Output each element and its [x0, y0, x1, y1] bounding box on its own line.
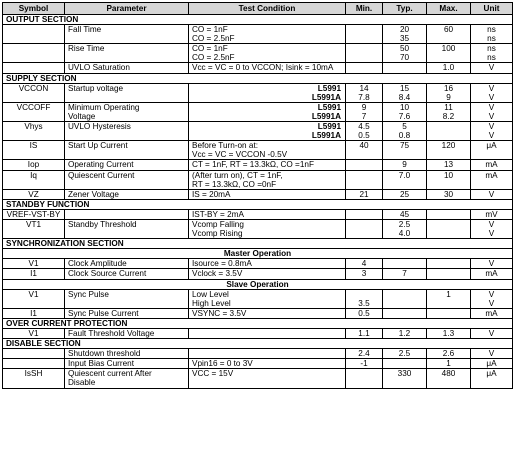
condition-line: (After turn on), CT = 1nF,	[192, 170, 283, 180]
unit-cell: μA	[471, 359, 513, 369]
unit-line: V	[488, 289, 495, 299]
col-symbol: Symbol	[3, 3, 65, 15]
condition-line: CO = 2.5nF	[192, 34, 235, 44]
min-cell	[346, 219, 383, 238]
max-cell: 10	[427, 170, 471, 189]
table-row	[3, 63, 513, 73]
unit-cell: V	[471, 329, 513, 339]
typ-cell	[383, 259, 427, 269]
unit-line: ns	[487, 44, 496, 54]
condition-line: Vcc = VC = VCCON -0.5V	[192, 150, 288, 160]
condition-line: Vcomp Rising	[192, 229, 243, 239]
parameter-line: Disable	[68, 378, 96, 388]
table-row	[3, 141, 513, 160]
unit-line: V	[488, 229, 495, 239]
value-line: 4.0	[398, 229, 411, 239]
typ-cell: 2.5	[383, 349, 427, 359]
typ-cell: 75	[383, 141, 427, 160]
typ-cell: 7.0	[383, 170, 427, 189]
parameter-cell: Clock Amplitude	[65, 259, 189, 269]
symbol-cell: V1	[3, 259, 65, 269]
min-cell	[346, 83, 383, 102]
value-line: 3.5	[358, 298, 370, 308]
symbol-cell: VT1	[3, 219, 65, 238]
parameter-line: Voltage	[68, 111, 96, 121]
condition-cell	[189, 25, 346, 44]
condition-line: High Level	[192, 298, 231, 308]
unit-line: V	[488, 219, 495, 229]
unit-line: ns	[487, 25, 496, 35]
min-cell	[346, 170, 383, 189]
col-max: Max.	[427, 3, 471, 15]
unit-line: V	[488, 122, 495, 132]
symbol-cell	[3, 349, 65, 359]
value-line: 10	[399, 102, 410, 112]
unit-cell: mA	[471, 160, 513, 170]
condition-cell: Vclock = 3.5V	[189, 269, 346, 279]
unit-line: V	[488, 131, 495, 141]
subsection-row	[3, 279, 513, 289]
value-line: 8.4	[398, 92, 411, 102]
condition-cell: VCC = 15V	[189, 369, 346, 388]
min-cell: 2.4	[346, 349, 383, 359]
symbol-cell: V1	[3, 329, 65, 339]
parameter-cell: UVLO Hysteresis	[65, 122, 189, 141]
symbol-cell: VZ	[3, 189, 65, 199]
value-line: 8.2	[442, 111, 455, 121]
max-cell: 1.3	[427, 329, 471, 339]
unit-cell	[471, 289, 513, 308]
unit-line: V	[488, 298, 495, 308]
parameter-cell: Start Up Current	[65, 141, 189, 160]
parameter-line: Minimum Operating	[68, 102, 140, 112]
table-row	[3, 25, 513, 44]
condition-cell: Vcc = VC = 0 to VCCON; Isink = 10mA	[189, 63, 346, 73]
condition-cell	[189, 329, 346, 339]
unit-cell: V	[471, 63, 513, 73]
unit-line: V	[488, 92, 495, 102]
max-cell: 120	[427, 141, 471, 160]
symbol-cell: IsSH	[3, 369, 65, 388]
value-line: 2.5	[398, 219, 411, 229]
condition-cell	[189, 44, 346, 63]
condition-line: Vcomp Falling	[192, 219, 244, 229]
symbol-cell	[3, 25, 65, 44]
col-parameter: Parameter	[65, 3, 189, 15]
section-row	[3, 199, 513, 209]
min-cell: 4	[346, 259, 383, 269]
symbol-cell: IS	[3, 141, 65, 160]
section-title: OVER CURRENT PROTECTION	[3, 318, 513, 328]
unit-cell: μA	[471, 141, 513, 160]
table-row	[3, 269, 513, 279]
col-min: Min.	[346, 3, 383, 15]
condition-cell	[189, 219, 346, 238]
unit-cell	[471, 44, 513, 63]
max-cell: 30	[427, 189, 471, 199]
min-cell: -1	[346, 359, 383, 369]
typ-cell	[383, 63, 427, 73]
typ-cell	[383, 122, 427, 141]
section-title: DISABLE SECTION	[3, 339, 513, 349]
symbol-cell: V1	[3, 289, 65, 308]
max-cell	[427, 259, 471, 269]
table-row	[3, 219, 513, 238]
model-line: L5991	[317, 102, 341, 112]
condition-cell	[189, 170, 346, 189]
section-row	[3, 73, 513, 83]
electrical-characteristics-table	[2, 2, 513, 389]
min-cell: 21	[346, 189, 383, 199]
min-cell	[346, 122, 383, 141]
symbol-cell: VREF-VST-BY	[3, 209, 65, 219]
col-test-condition: Test Condition	[189, 3, 346, 15]
min-cell: 3	[346, 269, 383, 279]
parameter-cell: Fall Time	[65, 25, 189, 44]
unit-cell	[471, 122, 513, 141]
subsection-title: Master Operation	[3, 249, 513, 259]
value-line: 5	[402, 122, 407, 132]
unit-cell	[471, 219, 513, 238]
max-cell	[427, 25, 471, 44]
parameter-cell: Clock Source Current	[65, 269, 189, 279]
condition-line: RT = 13.3kΩ, CO =0nF	[192, 179, 277, 189]
symbol-cell	[3, 359, 65, 369]
model-cell	[189, 102, 346, 121]
max-cell	[427, 308, 471, 318]
value-line: 7	[361, 111, 367, 121]
table-row	[3, 44, 513, 63]
model-line: L5991A	[311, 131, 341, 141]
typ-cell	[383, 102, 427, 121]
min-cell	[346, 63, 383, 73]
symbol-cell: I1	[3, 308, 65, 318]
condition-line: Before Turn-on at:	[192, 141, 258, 151]
col-unit: Unit	[471, 3, 513, 15]
typ-cell: 45	[383, 209, 427, 219]
max-cell: 480	[427, 369, 471, 388]
typ-cell	[383, 83, 427, 102]
value-line: 9	[361, 102, 367, 112]
table-row	[3, 369, 513, 388]
max-cell	[427, 269, 471, 279]
parameter-cell: Startup voltage	[65, 83, 189, 102]
table-row	[3, 170, 513, 189]
max-cell	[427, 83, 471, 102]
value-line: 11	[444, 102, 453, 112]
max-cell	[427, 44, 471, 63]
table-row	[3, 289, 513, 308]
table-row	[3, 83, 513, 102]
symbol-cell: Iop	[3, 160, 65, 170]
condition-cell	[189, 141, 346, 160]
min-cell: 1.1	[346, 329, 383, 339]
condition-cell: IST-BY = 2mA	[189, 209, 346, 219]
min-cell	[346, 25, 383, 44]
section-title: SUPPLY SECTION	[3, 73, 513, 83]
unit-cell: mA	[471, 269, 513, 279]
max-cell: 1.0	[427, 63, 471, 73]
symbol-cell	[3, 63, 65, 73]
symbol-cell: Vhys	[3, 122, 65, 141]
typ-cell	[383, 219, 427, 238]
min-cell	[346, 102, 383, 121]
section-row	[3, 239, 513, 249]
condition-cell: Isource = 0.8mA	[189, 259, 346, 269]
condition-cell: VSYNC = 3.5V	[189, 308, 346, 318]
value-line: 14	[359, 83, 369, 93]
max-cell	[427, 102, 471, 121]
max-cell	[427, 122, 471, 141]
parameter-line: Quiescent current After	[68, 369, 152, 379]
table-header-row	[3, 3, 513, 15]
model-line: L5991	[317, 122, 341, 132]
value-line: 1	[446, 289, 451, 299]
parameter-cell: Operating Current	[65, 160, 189, 170]
model-line: L5991A	[311, 111, 341, 121]
col-typ: Typ.	[383, 3, 427, 15]
value-line: 60	[443, 25, 454, 35]
unit-cell: V	[471, 349, 513, 359]
max-cell: 2.6	[427, 349, 471, 359]
section-title: SYNCHRONIZATION SECTION	[3, 239, 513, 249]
value-line: 50	[399, 44, 410, 54]
table-row	[3, 122, 513, 141]
typ-cell: 1.2	[383, 329, 427, 339]
table-row	[3, 359, 513, 369]
symbol-cell: Iq	[3, 170, 65, 189]
symbol-cell	[3, 44, 65, 63]
parameter-cell: UVLO Saturation	[65, 63, 189, 73]
typ-cell: 330	[383, 369, 427, 388]
model-line: L5991A	[311, 92, 341, 102]
table-row	[3, 102, 513, 121]
model-line: L5991	[317, 83, 341, 93]
parameter-cell: Shutdown threshold	[65, 349, 189, 359]
value-line: 70	[399, 53, 410, 63]
parameter-cell	[65, 102, 189, 121]
section-row	[3, 15, 513, 25]
parameter-cell	[65, 209, 189, 219]
typ-cell: 7	[383, 269, 427, 279]
value-line: 16	[443, 83, 454, 93]
typ-cell	[383, 289, 427, 308]
typ-cell	[383, 359, 427, 369]
min-cell	[346, 289, 383, 308]
unit-cell: V	[471, 259, 513, 269]
typ-cell	[383, 308, 427, 318]
min-cell: 40	[346, 141, 383, 160]
value-line: 20	[399, 25, 410, 35]
model-cell	[189, 122, 346, 141]
value-line: 100	[441, 44, 456, 54]
symbol-cell: VCCOFF	[3, 102, 65, 121]
max-cell	[427, 209, 471, 219]
value-line: 9	[446, 92, 451, 102]
unit-line: V	[488, 111, 495, 121]
min-cell	[346, 209, 383, 219]
table-row	[3, 329, 513, 339]
max-cell	[427, 289, 471, 308]
unit-line: V	[488, 102, 495, 112]
parameter-cell	[65, 369, 189, 388]
model-cell	[189, 83, 346, 102]
table-row	[3, 308, 513, 318]
max-cell	[427, 219, 471, 238]
subsection-row	[3, 249, 513, 259]
value-line: 4.5	[358, 122, 370, 132]
typ-cell	[383, 44, 427, 63]
unit-cell: μA	[471, 369, 513, 388]
parameter-cell: Zener Voltage	[65, 189, 189, 199]
value-line: 0.5	[358, 131, 370, 141]
section-title: STANDBY FUNCTION	[3, 199, 513, 209]
subsection-title: Slave Operation	[3, 279, 513, 289]
unit-line: ns	[487, 34, 496, 44]
value-line: 0.8	[398, 131, 411, 141]
condition-line: CO = 1nF	[192, 44, 228, 54]
table-row	[3, 349, 513, 359]
min-cell	[346, 369, 383, 388]
unit-line: V	[488, 83, 495, 93]
parameter-cell: Sync Pulse	[65, 289, 189, 308]
condition-cell: Vpin16 = 0 to 3V	[189, 359, 346, 369]
unit-line: ns	[487, 53, 496, 63]
parameter-cell: Rise Time	[65, 44, 189, 63]
value-line: 35	[399, 34, 410, 44]
condition-cell	[189, 349, 346, 359]
min-cell: 0.5	[346, 308, 383, 318]
condition-cell	[189, 289, 346, 308]
typ-cell: 25	[383, 189, 427, 199]
parameter-cell: Sync Pulse Current	[65, 308, 189, 318]
max-cell: 13	[427, 160, 471, 170]
condition-cell: CT = 1nF, RT = 13.3kΩ, CO =1nF	[189, 160, 346, 170]
unit-cell: mV	[471, 209, 513, 219]
min-cell	[346, 44, 383, 63]
max-cell: 1	[427, 359, 471, 369]
unit-cell	[471, 102, 513, 121]
symbol-cell: I1	[3, 269, 65, 279]
parameter-cell: Input Bias Current	[65, 359, 189, 369]
table-row	[3, 189, 513, 199]
unit-cell: mA	[471, 170, 513, 189]
section-row	[3, 339, 513, 349]
value-line	[348, 290, 380, 299]
parameter-cell: Fault Threshold Voltage	[65, 329, 189, 339]
table-row	[3, 259, 513, 269]
unit-cell	[471, 25, 513, 44]
table-row	[3, 209, 513, 219]
typ-cell: 9	[383, 160, 427, 170]
section-title: OUTPUT SECTION	[3, 15, 513, 25]
unit-cell: V	[471, 189, 513, 199]
value-line: 7.8	[358, 92, 370, 102]
unit-cell: mA	[471, 308, 513, 318]
condition-line: Low Level	[192, 289, 229, 299]
symbol-cell: VCCON	[3, 83, 65, 102]
condition-line: CO = 1nF	[192, 25, 228, 35]
parameter-cell: Quiescent Current	[65, 170, 189, 189]
parameter-cell: Standby Threshold	[65, 219, 189, 238]
value-line: 15	[399, 83, 410, 93]
value-line: 7.6	[398, 111, 411, 121]
min-cell	[346, 160, 383, 170]
condition-line: CO = 2.5nF	[192, 53, 235, 63]
typ-cell	[383, 25, 427, 44]
unit-cell	[471, 83, 513, 102]
table-row	[3, 160, 513, 170]
section-row	[3, 318, 513, 328]
condition-cell: IS = 20mA	[189, 189, 346, 199]
